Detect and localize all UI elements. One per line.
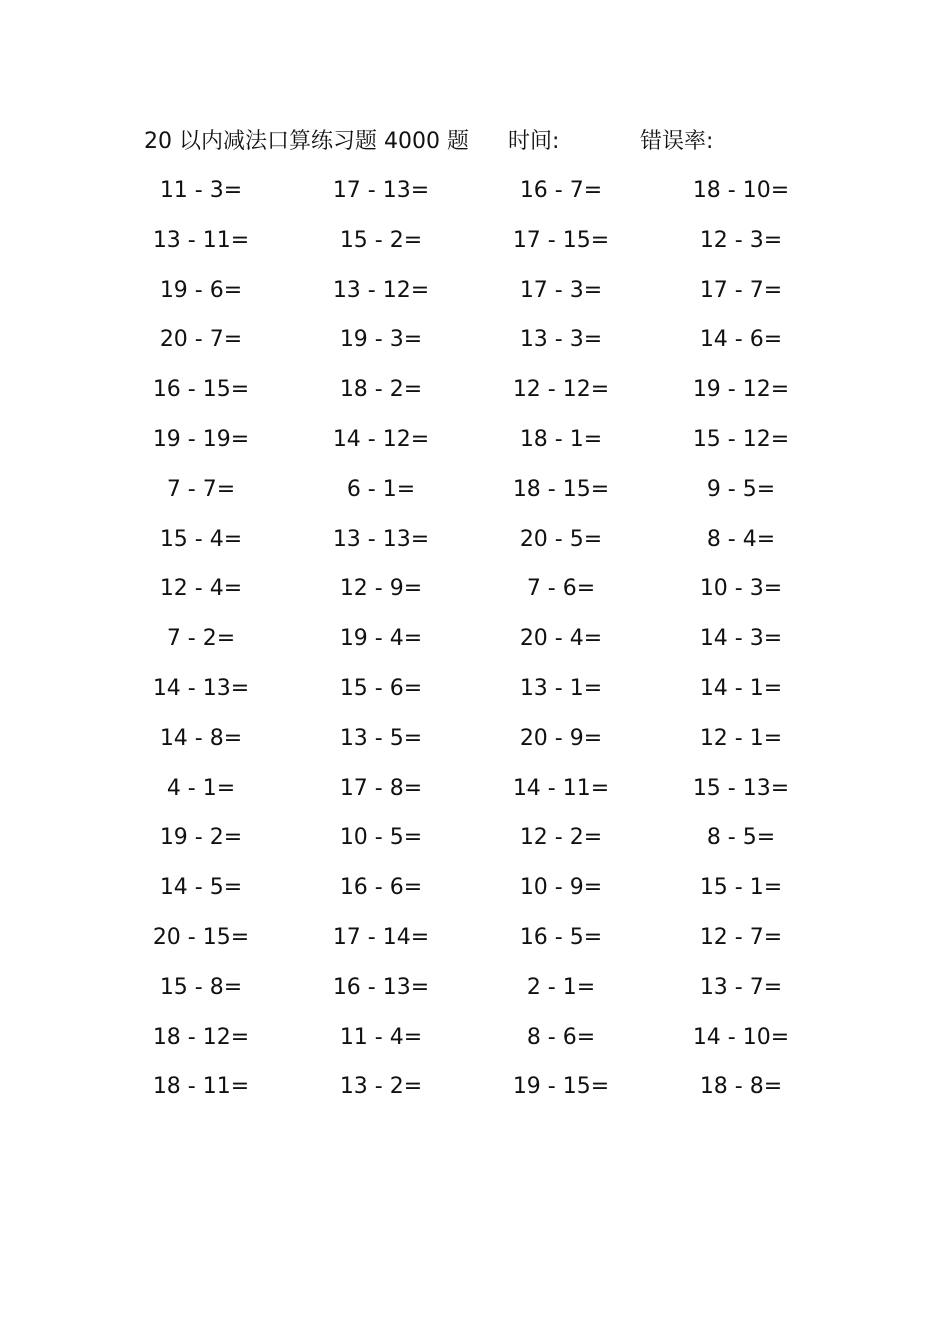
subtraction-problem: 14 - 13= <box>152 675 250 701</box>
subtraction-problem: 8 - 5= <box>706 825 776 851</box>
subtraction-problem: 15 - 12= <box>692 426 790 452</box>
subtraction-problem: 18 - 12= <box>152 1024 250 1050</box>
subtraction-problem: 14 - 5= <box>159 875 243 901</box>
problem-row <box>136 819 816 869</box>
subtraction-problem: 12 - 3= <box>699 227 783 253</box>
subtraction-problem: 20 - 7= <box>159 327 243 353</box>
subtraction-problem: 13 - 12= <box>332 277 430 303</box>
subtraction-problem: 16 - 6= <box>339 875 423 901</box>
subtraction-problem: 13 - 2= <box>339 1074 423 1100</box>
problem-row <box>136 720 816 770</box>
subtraction-problem: 14 - 12= <box>332 426 430 452</box>
subtraction-problem: 15 - 8= <box>159 974 243 1000</box>
subtraction-problem: 7 - 6= <box>526 576 596 602</box>
problem-row <box>136 471 816 521</box>
subtraction-problem: 13 - 5= <box>339 725 423 751</box>
subtraction-problem: 11 - 4= <box>339 1024 423 1050</box>
subtraction-problem: 15 - 4= <box>159 526 243 552</box>
error-rate-label: 错误率: <box>640 129 714 154</box>
problem-row <box>136 770 816 820</box>
subtraction-problem: 10 - 5= <box>339 825 423 851</box>
subtraction-problem: 16 - 5= <box>519 924 603 950</box>
subtraction-problem: 20 - 5= <box>519 526 603 552</box>
worksheet-header <box>144 124 844 160</box>
subtraction-problem: 20 - 4= <box>519 626 603 652</box>
subtraction-problem: 7 - 7= <box>166 476 236 502</box>
subtraction-problem: 6 - 1= <box>346 476 416 502</box>
subtraction-problem: 12 - 4= <box>159 576 243 602</box>
problem-row <box>136 172 816 222</box>
subtraction-problem: 14 - 1= <box>699 675 783 701</box>
problem-row <box>136 521 816 571</box>
problem-row <box>136 371 816 421</box>
subtraction-problem: 2 - 1= <box>526 974 596 1000</box>
subtraction-problem: 13 - 1= <box>519 675 603 701</box>
problem-row <box>136 1019 816 1069</box>
subtraction-problem: 19 - 6= <box>159 277 243 303</box>
subtraction-problem: 16 - 7= <box>519 178 603 203</box>
subtraction-problem: 18 - 8= <box>699 1074 783 1100</box>
subtraction-problem: 17 - 13= <box>332 178 430 203</box>
subtraction-problem: 19 - 2= <box>159 825 243 851</box>
problem-row <box>136 969 816 1019</box>
subtraction-problem: 20 - 15= <box>152 924 250 950</box>
subtraction-problem: 19 - 12= <box>692 377 790 403</box>
subtraction-problem: 20 - 9= <box>519 725 603 751</box>
subtraction-problem: 12 - 9= <box>339 576 423 602</box>
subtraction-problem: 15 - 2= <box>339 227 423 253</box>
time-label: 时间: <box>508 129 560 154</box>
subtraction-problem: 14 - 11= <box>512 775 610 801</box>
subtraction-problem: 12 - 7= <box>699 924 783 950</box>
subtraction-problem: 14 - 3= <box>699 626 783 652</box>
subtraction-problem: 18 - 10= <box>692 178 790 203</box>
subtraction-problem: 17 - 3= <box>519 277 603 303</box>
subtraction-problem: 16 - 13= <box>332 974 430 1000</box>
subtraction-problem: 16 - 15= <box>152 377 250 403</box>
subtraction-problem: 17 - 15= <box>512 227 610 253</box>
problem-row <box>136 919 816 969</box>
subtraction-problem: 8 - 6= <box>526 1024 596 1050</box>
problem-grid <box>136 172 816 1118</box>
subtraction-problem: 17 - 8= <box>339 775 423 801</box>
subtraction-problem: 14 - 8= <box>159 725 243 751</box>
subtraction-problem: 19 - 19= <box>152 426 250 452</box>
subtraction-problem: 12 - 2= <box>519 825 603 851</box>
subtraction-problem: 15 - 6= <box>339 675 423 701</box>
subtraction-problem: 10 - 9= <box>519 875 603 901</box>
problem-row <box>136 570 816 620</box>
subtraction-problem: 13 - 11= <box>152 227 250 253</box>
subtraction-problem: 18 - 2= <box>339 377 423 403</box>
subtraction-problem: 7 - 2= <box>166 626 236 652</box>
subtraction-problem: 13 - 3= <box>519 327 603 353</box>
subtraction-problem: 18 - 1= <box>519 426 603 452</box>
subtraction-problem: 18 - 15= <box>512 476 610 502</box>
subtraction-problem: 12 - 1= <box>699 725 783 751</box>
subtraction-problem: 15 - 13= <box>692 775 790 801</box>
problem-row <box>136 272 816 322</box>
subtraction-problem: 14 - 10= <box>692 1024 790 1050</box>
subtraction-problem: 17 - 7= <box>699 277 783 303</box>
subtraction-problem: 10 - 3= <box>699 576 783 602</box>
subtraction-problem: 18 - 11= <box>152 1074 250 1100</box>
subtraction-problem: 4 - 1= <box>166 775 236 801</box>
subtraction-problem: 12 - 12= <box>512 377 610 403</box>
problem-row <box>136 321 816 371</box>
subtraction-problem: 15 - 1= <box>699 875 783 901</box>
subtraction-problem: 14 - 6= <box>699 327 783 353</box>
problem-row <box>136 421 816 471</box>
subtraction-problem: 9 - 5= <box>706 476 776 502</box>
subtraction-problem: 19 - 4= <box>339 626 423 652</box>
subtraction-problem: 11 - 3= <box>159 178 243 203</box>
problem-row <box>136 1068 816 1118</box>
problem-row <box>136 670 816 720</box>
subtraction-problem: 8 - 4= <box>706 526 776 552</box>
worksheet-title: 20 以内减法口算练习题 4000 题 <box>144 129 469 154</box>
subtraction-problem: 19 - 15= <box>512 1074 610 1100</box>
problem-row <box>136 222 816 272</box>
problem-row <box>136 869 816 919</box>
subtraction-problem: 19 - 3= <box>339 327 423 353</box>
subtraction-problem: 17 - 14= <box>332 924 430 950</box>
problem-row <box>136 620 816 670</box>
subtraction-problem: 13 - 7= <box>699 974 783 1000</box>
subtraction-problem: 13 - 13= <box>332 526 430 552</box>
